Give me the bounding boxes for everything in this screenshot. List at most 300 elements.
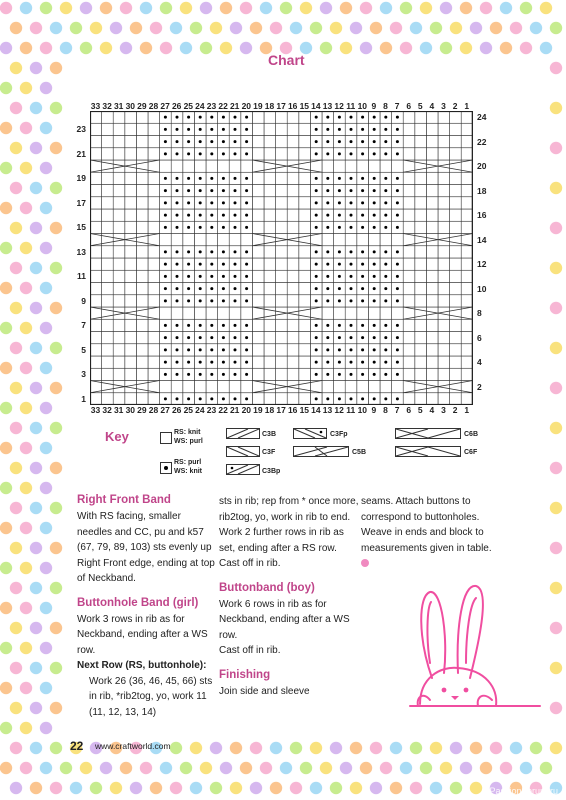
purl-dot (350, 226, 353, 229)
polka-dot (50, 182, 62, 194)
purl-dot (245, 361, 248, 364)
purl-dot (210, 152, 213, 155)
chart-cell (264, 356, 276, 368)
purl-dot (176, 336, 179, 339)
c3f-label: C3F (262, 449, 276, 456)
purl-dot (187, 263, 190, 266)
polka-dot (0, 82, 12, 94)
polka-dot (250, 742, 262, 754)
chart-cell (113, 344, 125, 356)
chart-cell (102, 209, 114, 221)
purl-dot (326, 177, 329, 180)
purl-dot (361, 140, 364, 143)
chart-cell (415, 295, 427, 307)
chart-cell (102, 393, 114, 405)
column-number: 5 (417, 101, 423, 111)
purl-dot (210, 324, 213, 327)
chart-cell (125, 258, 137, 270)
c5b-symbol (293, 446, 349, 457)
purl-dot (384, 324, 387, 327)
chart-cell (136, 234, 148, 246)
chart-cell (90, 221, 102, 233)
polka-dot (200, 2, 212, 14)
chart-cell (392, 307, 404, 319)
purl-dot (315, 263, 318, 266)
chart-cell (102, 344, 114, 356)
chart-cell (264, 160, 276, 172)
polka-dot (20, 602, 32, 614)
chart-cell (229, 307, 241, 319)
column-number: 7 (394, 405, 400, 415)
chart-cell (113, 221, 125, 233)
column-number: 2 (452, 405, 458, 415)
chart-cell (136, 319, 148, 331)
chart-cell (136, 160, 148, 172)
polka-dot (180, 762, 192, 774)
polka-dot (350, 782, 362, 794)
polka-dot (540, 42, 552, 54)
column-number: 15 (299, 405, 310, 415)
purl-key-box (160, 462, 172, 474)
polka-dot (550, 622, 562, 634)
chart-cell (438, 283, 450, 295)
chart-cell (322, 307, 334, 319)
polka-dot (120, 2, 132, 14)
purl-dot (234, 324, 237, 327)
chart-cell (102, 221, 114, 233)
polka-dot (550, 302, 562, 314)
purl-dot (338, 226, 341, 229)
chart-cell (90, 258, 102, 270)
polka-dot (310, 782, 322, 794)
polka-dot (300, 762, 312, 774)
chart-cell (90, 332, 102, 344)
polka-dot (510, 742, 522, 754)
chart-cell (102, 381, 114, 393)
polka-dot (480, 42, 492, 54)
chart-cell (426, 332, 438, 344)
chart-cell (461, 246, 473, 258)
purl-dot (222, 201, 225, 204)
column-number: 24 (195, 405, 205, 415)
chart-cell (136, 197, 148, 209)
purl-dot (222, 140, 225, 143)
polka-dot (10, 22, 22, 34)
chart-cell (194, 160, 206, 172)
chart-cell (206, 307, 218, 319)
polka-dot (430, 782, 442, 794)
polka-dot (500, 762, 512, 774)
column-number: 3 (441, 101, 446, 111)
paragraph: Work 3 rows in rib as for Neckband, ending after a WS row. (77, 613, 208, 656)
purl-dot (315, 116, 318, 119)
polka-dot (20, 282, 32, 294)
chart-cell (148, 221, 160, 233)
chart-cell (102, 197, 114, 209)
polka-dot (0, 282, 12, 294)
purl-dot (176, 287, 179, 290)
purl-dot (315, 348, 318, 351)
polka-dot (370, 22, 382, 34)
purl-dot (187, 177, 190, 180)
polka-dot (200, 42, 212, 54)
chart-cell (299, 283, 311, 295)
polka-dot (550, 102, 562, 114)
end-marker-dot-icon (361, 559, 369, 567)
purl-dot (396, 177, 399, 180)
row-number: 20 (477, 161, 487, 171)
purl-dot (234, 140, 237, 143)
chart-cell (125, 246, 137, 258)
chart-cell (264, 295, 276, 307)
purl-dot (199, 152, 202, 155)
polka-dot (490, 742, 502, 754)
polka-dot (40, 642, 52, 654)
chart-cell (450, 246, 462, 258)
polka-dot (400, 2, 412, 14)
polka-dot (350, 742, 362, 754)
polka-dot (530, 22, 542, 34)
paragraph: Cast off in rib. (219, 558, 281, 569)
polka-dot (40, 362, 52, 374)
polka-dot (40, 762, 52, 774)
chart-cell (322, 234, 334, 246)
chart-cell (113, 356, 125, 368)
column-number: 18 (264, 405, 275, 415)
chart-cell (403, 258, 415, 270)
purl-dot (361, 287, 364, 290)
purl-dot (199, 263, 202, 266)
chart-cell (299, 246, 311, 258)
purl-dot (338, 348, 341, 351)
purl-dot (315, 336, 318, 339)
purl-dot (234, 201, 237, 204)
polka-dot (0, 562, 12, 574)
chart-cell (438, 185, 450, 197)
chart-cell (415, 319, 427, 331)
polka-dot (320, 762, 332, 774)
polka-dot (450, 742, 462, 754)
purl-dot (234, 361, 237, 364)
purl-dot (373, 263, 376, 266)
column-number: 23 (206, 405, 217, 415)
purl-dot (338, 299, 341, 302)
chart-cell (252, 197, 264, 209)
chart-cell (136, 295, 148, 307)
purl-dot (187, 361, 190, 364)
chart-cell (415, 307, 427, 319)
purl-dot (373, 275, 376, 278)
purl-dot (210, 177, 213, 180)
chart-cell (403, 209, 415, 221)
chart-cell (136, 246, 148, 258)
purl-dot (384, 397, 387, 400)
polka-dot (20, 202, 32, 214)
chart-cell (438, 148, 450, 160)
polka-dot (290, 742, 302, 754)
chart-cell (322, 381, 334, 393)
purl-dot (222, 275, 225, 278)
polka-dot (550, 62, 562, 74)
purl-dot (210, 140, 213, 143)
purl-dot (396, 397, 399, 400)
polka-dot (170, 782, 182, 794)
chart-cell (90, 246, 102, 258)
polka-dot (470, 22, 482, 34)
purl-dot (396, 116, 399, 119)
polka-dot (40, 482, 52, 494)
chart-cell (461, 136, 473, 148)
chart-cell (148, 258, 160, 270)
chart-cell (102, 319, 114, 331)
purl-dot (361, 152, 364, 155)
purl-dot (326, 263, 329, 266)
purl-dot (396, 336, 399, 339)
column-number: 6 (406, 405, 412, 415)
purl-dot (210, 189, 213, 192)
chart-cell (148, 148, 160, 160)
column-number: 7 (394, 101, 400, 111)
chart-cell (287, 209, 299, 221)
polka-dot (60, 762, 72, 774)
purl-dot (245, 324, 248, 327)
purl-dot (222, 189, 225, 192)
polka-dot (0, 722, 12, 734)
polka-dot (210, 782, 222, 794)
column-number: 17 (276, 101, 286, 111)
chart-cell (415, 332, 427, 344)
chart-cell (264, 123, 276, 135)
purl-dot (199, 324, 202, 327)
chart-cell (438, 332, 450, 344)
chart-cell (357, 234, 369, 246)
polka-dot (170, 22, 182, 34)
column-number: 2 (452, 101, 458, 111)
purl-dot (176, 226, 179, 229)
polka-dot (240, 762, 252, 774)
polka-dot (460, 2, 472, 14)
chart-cell (160, 234, 172, 246)
chart-cell (438, 136, 450, 148)
chart-cell (136, 136, 148, 148)
chart-cell (148, 246, 160, 258)
purl-dot (199, 140, 202, 143)
chart-cell (299, 381, 311, 393)
polka-dot (130, 782, 142, 794)
column-number: 21 (229, 101, 240, 111)
chart-cell (276, 344, 288, 356)
polka-dot (550, 182, 562, 194)
chart-cell (392, 381, 404, 393)
purl-dot (373, 201, 376, 204)
chart-cell (125, 393, 137, 405)
chart-cell (264, 344, 276, 356)
polka-dot (220, 2, 232, 14)
purl-dot (164, 250, 167, 253)
purl-dot (373, 128, 376, 131)
footer-url: www.craftworld.com (95, 741, 171, 751)
column-number: 11 (346, 101, 356, 111)
chart-cell (461, 185, 473, 197)
chart-cell (461, 209, 473, 221)
purl-dot (234, 373, 237, 376)
bunny-illustration (400, 578, 542, 728)
chart-cell (276, 283, 288, 295)
polka-dot (140, 2, 152, 14)
row-number: 17 (76, 197, 86, 208)
chart-cell (368, 381, 380, 393)
chart-cell (160, 307, 172, 319)
purl-dot (373, 299, 376, 302)
polka-dot (50, 622, 62, 634)
polka-dot (50, 142, 62, 154)
purl-dot (384, 275, 387, 278)
purl-dot (234, 275, 237, 278)
chart-cell (125, 270, 137, 282)
polka-dot (120, 42, 132, 54)
purl-dot (373, 177, 376, 180)
chart-cell (380, 234, 392, 246)
purl-dot (187, 324, 190, 327)
polka-dot (80, 42, 92, 54)
purl-dot (338, 397, 341, 400)
purl-dot (199, 361, 202, 364)
polka-dot (70, 22, 82, 34)
chart-cell (102, 111, 114, 123)
polka-dot (0, 362, 12, 374)
purl-dot (396, 361, 399, 364)
chart-cell (241, 307, 253, 319)
purl-dot (326, 361, 329, 364)
row-number: 22 (477, 136, 487, 147)
chart-cell (415, 356, 427, 368)
chart-cell (276, 209, 288, 221)
polka-dot (340, 762, 352, 774)
row-number: 10 (477, 283, 487, 294)
chart-cell (252, 111, 264, 123)
chart-cell (299, 209, 311, 221)
purl-dot (210, 348, 213, 351)
purl-dot (210, 128, 213, 131)
polka-dot (550, 222, 562, 234)
column-number: 20 (241, 101, 252, 111)
purl-dot (176, 177, 179, 180)
polka-dot (100, 2, 112, 14)
chart-cell (438, 319, 450, 331)
purl-dot (361, 373, 364, 376)
purl-dot (361, 189, 364, 192)
column-number: 16 (287, 101, 298, 111)
polka-dot (500, 42, 512, 54)
purl-dot (326, 152, 329, 155)
polka-dot (340, 42, 352, 54)
chart-cell (136, 172, 148, 184)
polka-dot (420, 42, 432, 54)
column-number: 25 (183, 101, 194, 111)
purl-dot (176, 116, 179, 119)
chart-cell (287, 258, 299, 270)
polka-dot (40, 202, 52, 214)
purl-dot (164, 348, 167, 351)
column-number: 12 (334, 101, 344, 111)
purl-dot (396, 140, 399, 143)
purl-dot (361, 397, 364, 400)
column-number: 18 (264, 101, 275, 111)
polka-dot (390, 742, 402, 754)
chart-cell (461, 393, 473, 405)
purl-dot (326, 397, 329, 400)
chart-cell (113, 185, 125, 197)
column-number: 8 (383, 101, 388, 111)
column-number: 6 (406, 101, 412, 111)
chart-cell (287, 344, 299, 356)
chart-cell (252, 295, 264, 307)
purl-dot (187, 250, 190, 253)
polka-dot (390, 782, 402, 794)
chart-cell (299, 197, 311, 209)
chart-cell (148, 209, 160, 221)
chart-cell (241, 234, 253, 246)
purl-dot (210, 336, 213, 339)
purl-dot (210, 214, 213, 217)
purl-dot (245, 116, 248, 119)
polka-dot (10, 382, 22, 394)
purl-dot (396, 189, 399, 192)
chart-cell (264, 283, 276, 295)
polka-dot (260, 2, 272, 14)
chart-cell (148, 172, 160, 184)
polka-dot (280, 762, 292, 774)
polka-dot (40, 322, 52, 334)
polka-dot (0, 42, 12, 54)
row-number: 21 (76, 148, 86, 159)
chart-cell (136, 283, 148, 295)
polka-dot (540, 762, 552, 774)
polka-dot (10, 62, 22, 74)
chart-cell (90, 393, 102, 405)
chart-cell (426, 111, 438, 123)
polka-dot (20, 242, 32, 254)
polka-dot (40, 522, 52, 534)
chart-cell (206, 234, 218, 246)
polka-dot (230, 782, 242, 794)
purl-dot (176, 299, 179, 302)
chart-title: Chart (268, 52, 305, 68)
purl-dot (245, 226, 248, 229)
column-number: 32 (102, 405, 112, 415)
chart-cell (102, 307, 114, 319)
polka-dot (100, 762, 112, 774)
polka-dot (0, 122, 12, 134)
purl-dot (338, 324, 341, 327)
column-number: 22 (218, 101, 228, 111)
chart-cell (136, 270, 148, 282)
polka-dot (30, 742, 42, 754)
purl-dot (326, 128, 329, 131)
polka-dot (40, 122, 52, 134)
purl-dot (187, 140, 190, 143)
chart-cell (252, 209, 264, 221)
row-number: 11 (77, 271, 86, 282)
polka-dot (210, 22, 222, 34)
purl-dot (350, 189, 353, 192)
polka-dot (30, 182, 42, 194)
paragraph-indented: Work 26 (36, 46, 45, 66) sts in rib, *rib2tog, yo, work 11 (11, 12, 13, 14) (89, 675, 213, 718)
purl-dot (245, 373, 248, 376)
polka-dot (430, 742, 442, 754)
chart-cell (183, 381, 195, 393)
purl-dot (315, 177, 318, 180)
